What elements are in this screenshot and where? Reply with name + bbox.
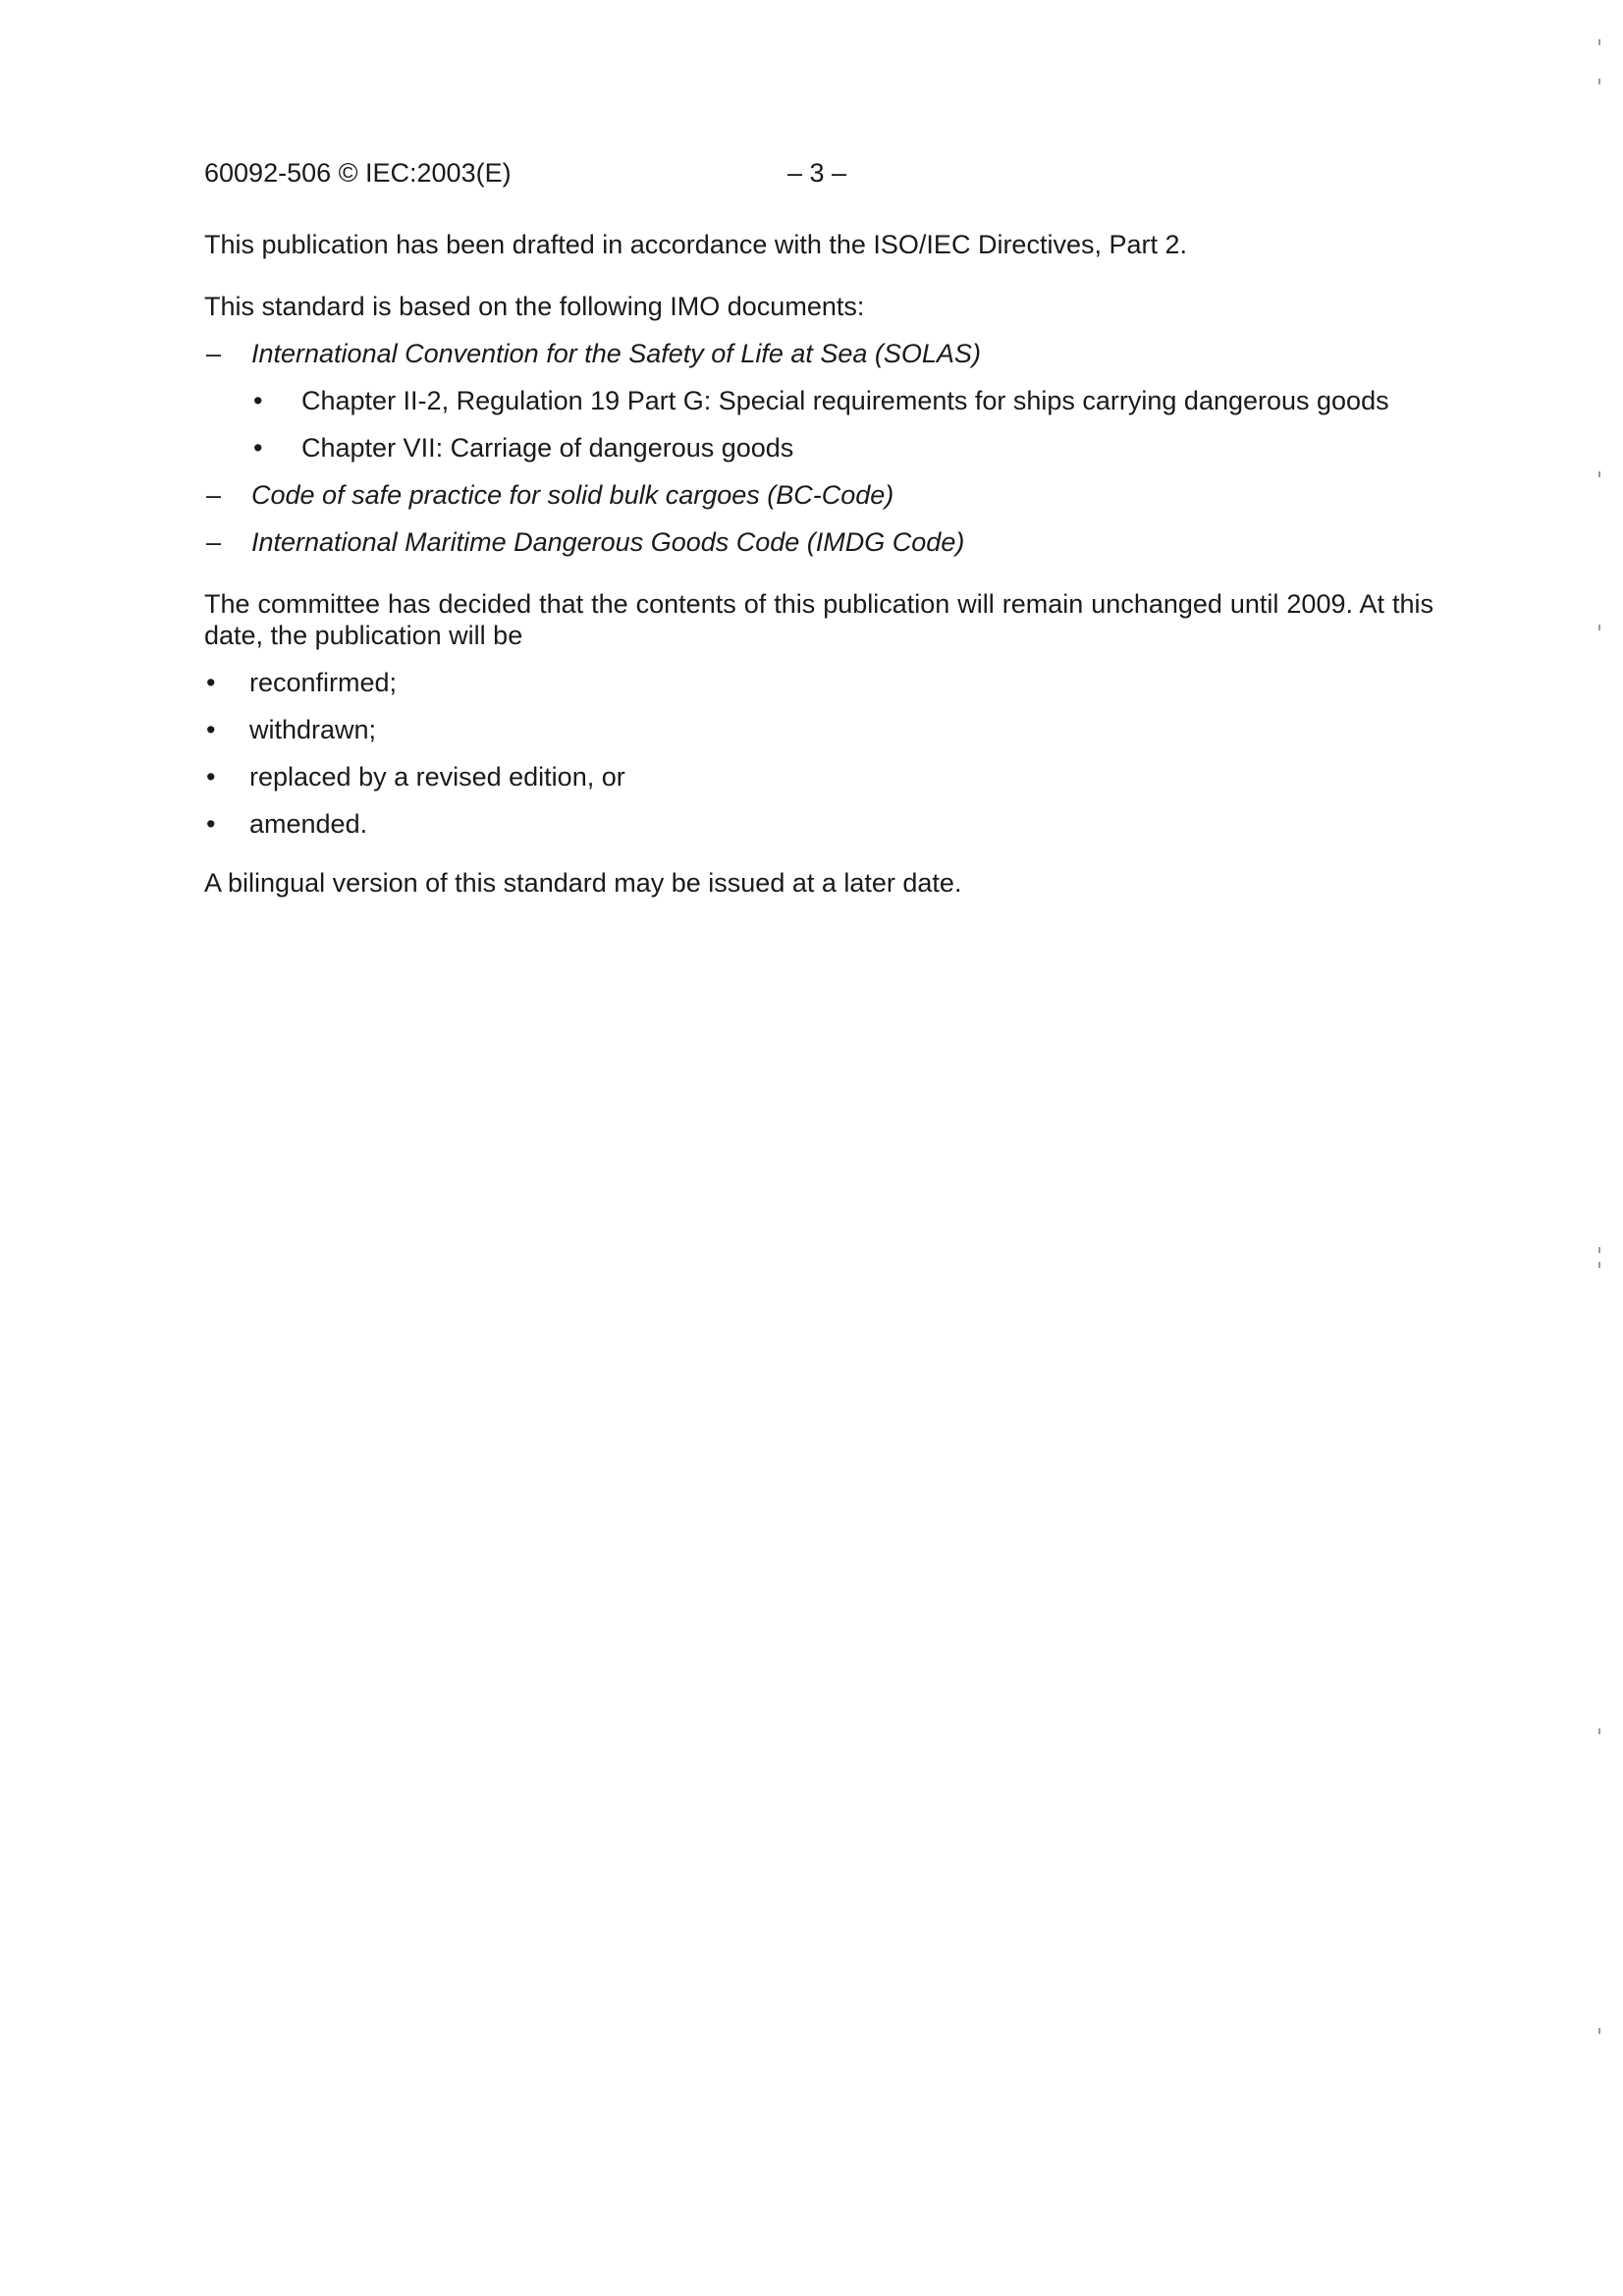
imo-sub-item [204,385,1434,416]
bullet-marker: • [253,433,263,463]
scan-edge-mark [1598,1262,1600,1268]
imo-sub-item-text: Chapter VII: Carriage of dangerous goods [301,433,794,463]
scan-edge-mark [1598,471,1600,477]
bullet-marker: • [206,715,216,744]
dash-marker: – [206,480,222,510]
imo-sub-item-text: Chapter II-2, Regulation 19 Part G: Special requirements for ships carrying dangerous goods [301,386,1389,415]
bilingual-note: A bilingual version of this standard may be issued at a later date. [204,868,962,898]
page-number: – 3 – [787,158,847,188]
outcome-item [204,667,1434,698]
document-body [204,229,1434,929]
committee-statement: The committee has decided that the contents of this publication will remain unchanged until 2009. At this date, the publication will be [204,589,1434,650]
scan-edge-mark [1598,79,1600,84]
outcome-text: withdrawn; [249,715,377,744]
imo-document-title: International Convention for the Safety of Life at Sea (SOLAS) [251,339,981,368]
document-reference: 60092-506 © IEC:2003(E) [204,158,512,188]
scan-edge-mark [1598,1728,1600,1734]
imo-document-title: International Maritime Dangerous Goods Code (IMDG Code) [251,527,965,557]
bullet-marker: • [206,809,216,839]
dash-marker: – [206,339,222,368]
outcome-item [204,714,1434,745]
page-header [204,155,1432,191]
bullet-marker: • [253,386,263,415]
outcome-text: amended. [249,809,368,839]
scan-edge-mark [1598,39,1600,45]
dash-marker: – [206,527,222,557]
imo-document-title: Code of safe practice for solid bulk cargoes (BC-Code) [251,480,894,510]
outcome-item [204,761,1434,793]
bullet-marker: • [206,762,216,792]
outcome-text: reconfirmed; [249,668,398,697]
scan-edge-mark [1598,625,1600,630]
imo-document-item [204,479,1434,511]
based-on-paragraph: This standard is based on the following IMO documents: [204,292,865,321]
intro-paragraph: This publication has been drafted in accordance with the ISO/IEC Directives, Part 2. [204,230,1188,259]
bullet-marker: • [206,668,216,697]
imo-sub-item [204,432,1434,464]
outcome-text: replaced by a revised edition, or [249,762,625,792]
outcome-item [204,808,1434,840]
imo-document-item [204,338,1434,369]
scan-edge-mark [1598,1247,1600,1253]
imo-document-item [204,526,1434,558]
scan-edge-mark [1598,2028,1600,2034]
